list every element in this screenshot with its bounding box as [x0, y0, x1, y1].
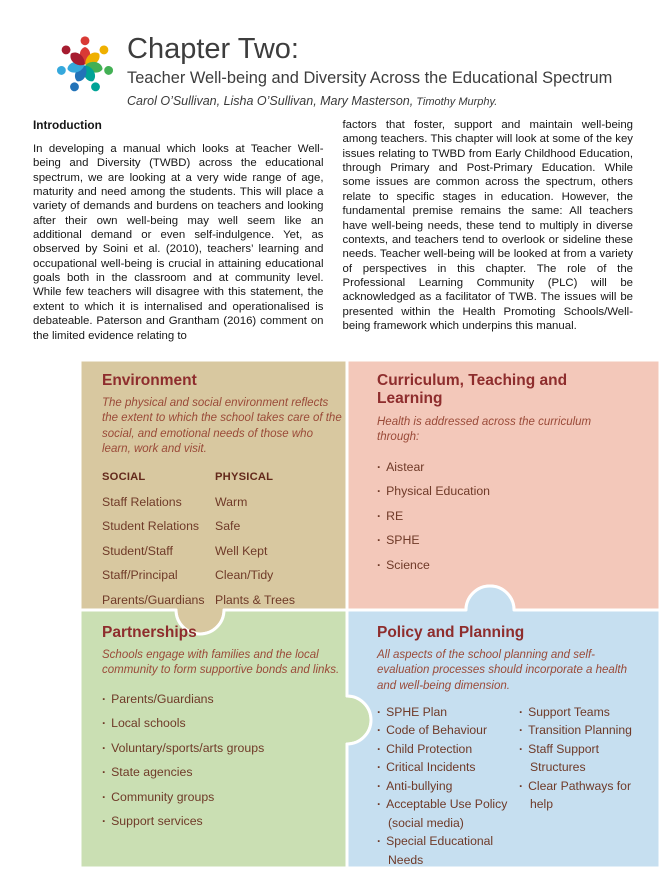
list-item: · Acceptable Use Policy (social media) — [377, 795, 519, 832]
authors-line — [127, 92, 652, 110]
list-item: Staff Relations — [102, 494, 182, 509]
page-subtitle: Teacher Well-being and Diversity Across the Educational Spectrum — [127, 69, 613, 88]
list-item: Student Relations — [102, 519, 200, 534]
panel-curriculum-description: Health is addressed across the curriculum through: — [377, 415, 592, 443]
list-item: · Aistear — [377, 455, 615, 480]
chapter-header — [127, 33, 652, 110]
physical-column-label: PHYSICAL — [215, 470, 274, 483]
policy-list-right — [519, 703, 651, 870]
introduction-section — [33, 118, 633, 343]
partnerships-list — [102, 687, 354, 834]
list-item: · Support Teams — [519, 703, 651, 722]
list-item: Staff/Principal — [102, 568, 178, 583]
list-item: Parents/Guardians — [102, 592, 205, 607]
list-item: · Child Protection — [377, 740, 519, 759]
list-item: · Parents/Guardians — [102, 687, 354, 712]
intro-heading: Introduction — [33, 118, 102, 132]
list-item: · Staff Support Structures — [519, 740, 651, 777]
community-people-logo — [52, 32, 118, 98]
panel-partnerships-title: Partnerships — [102, 624, 197, 641]
puzzle-diagram — [80, 360, 660, 868]
list-item: Plants & Trees — [215, 592, 295, 607]
panel-curriculum — [377, 372, 615, 577]
list-item: · Special Educational Needs — [377, 832, 519, 869]
intro-paragraph-right: factors that foster, support and maintain well-being among teachers. This chapter will look at some of the key issues relating to TWBD from Early Childhood Education, through Primary and Post-Primary Education. While some issues are common across the spectrum, others relate to specific stages in education. However, the fundamental premise remains the same: All teachers have well-being needs, these tend to multiply in diverse contexts, and teachers tend to overlook or sideline these needs. Teacher well-being will be looked at from a variety of perspectives in this chapter. The role of the Professional Learning Community (PLC) will be acknowledged as a facilitator of TWB. The issues will be presented within the Health Promoting Schools/Well-being framework which underpins this manual. — [342, 119, 633, 333]
list-item: · Anti-bullying — [377, 777, 519, 796]
panel-environment-title: Environment — [102, 372, 197, 389]
panel-environment — [102, 372, 342, 612]
list-item: · RE — [377, 504, 615, 529]
list-item: · SPHE Plan — [377, 703, 519, 722]
policy-list-left — [377, 703, 519, 870]
panel-policy-description: All aspects of the school planning and self-evaluation processes should incorporate a health and well-being dimension. — [377, 649, 627, 692]
panel-partnerships — [102, 624, 354, 834]
list-item: · Critical Incidents — [377, 758, 519, 777]
list-item: · Voluntary/sports/arts groups — [102, 736, 354, 761]
list-item: · SPHE — [377, 528, 615, 553]
list-item: Student/Staff — [102, 543, 173, 558]
list-item: · Community groups — [102, 785, 354, 810]
list-item: · Science — [377, 553, 615, 578]
intro-column-right — [343, 118, 634, 343]
environment-physical-column — [215, 471, 342, 613]
physical-list — [215, 490, 342, 613]
panel-policy — [377, 624, 653, 869]
list-item: · Clear Pathways for help — [519, 777, 651, 814]
policy-columns — [377, 703, 653, 870]
list-item: · State agencies — [102, 760, 354, 785]
curriculum-list — [377, 455, 615, 578]
authors-last: Timothy Murphy. — [413, 96, 498, 109]
social-column-label: SOCIAL — [102, 470, 146, 483]
environment-columns — [102, 471, 342, 613]
panel-partnerships-description: Schools engage with families and the local community to form supportive bonds and links. — [102, 649, 340, 677]
list-item: · Transition Planning — [519, 721, 651, 740]
intro-paragraph-left: In developing a manual which looks at Teacher Well-being and Diversity (TWBD) across the educational spectrum, we are looking at a very wide range of age, maturity and need among the students. This will place a variety of demands and burdens on teachers and looking after their own well-being may well seem like an additional demand or even self-indulgence. Yet, as observed by Soini et al. (2010), teachers’ learning and occupational well-being is crucial in attaining educational goals both in the classroom and at community level. While few teachers will disagree with this statement, the extent to which it is internalised and operationalised is debateable. Paterson and Grantham (2016) comment on the limited evidence relating to — [33, 142, 324, 342]
list-item: Clean/Tidy — [215, 568, 274, 583]
list-item: · Support services — [102, 809, 354, 834]
intro-column-left — [33, 118, 324, 343]
panel-policy-title: Policy and Planning — [377, 624, 525, 641]
social-list — [102, 490, 215, 613]
page-title: Chapter Two: — [127, 33, 299, 65]
list-item: · Local schools — [102, 711, 354, 736]
list-item: Safe — [215, 519, 241, 534]
authors-main: Carol O’Sullivan, Lisha O’Sullivan, Mary Masterson, — [127, 94, 414, 109]
environment-social-column — [102, 471, 215, 613]
list-item: · Code of Behaviour — [377, 721, 519, 740]
list-item: · Physical Education — [377, 479, 615, 504]
panel-environment-description: The physical and social environment reflects the extent to which the school takes care of the social, and emotional needs of those who learn, work and visit. — [102, 397, 342, 455]
list-item: Warm — [215, 494, 248, 509]
list-item: Well Kept — [215, 543, 268, 558]
panel-curriculum-title: Curriculum, Teaching and Learning — [377, 372, 568, 408]
